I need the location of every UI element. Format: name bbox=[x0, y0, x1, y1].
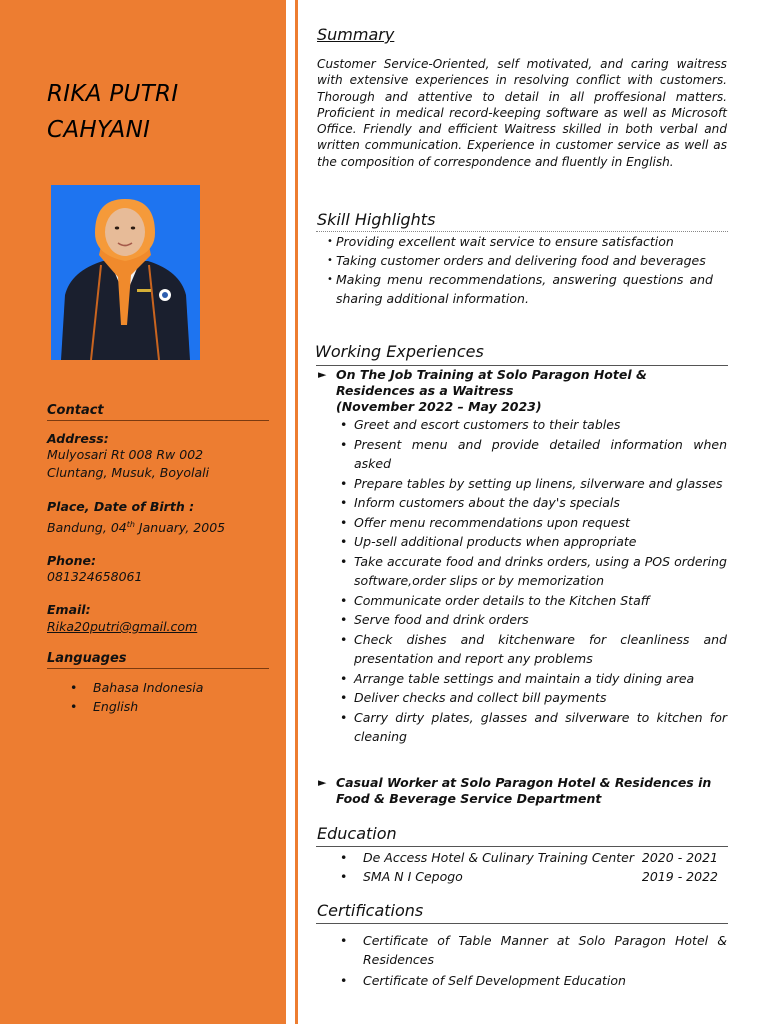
duty-item: • Serve food and drink orders bbox=[340, 610, 727, 630]
address-label: Address: bbox=[47, 431, 109, 446]
birth-value bbox=[47, 516, 269, 537]
job-entry-1 bbox=[318, 367, 728, 415]
education-years: 2019 - 2022 bbox=[641, 869, 718, 884]
education-rule bbox=[316, 846, 728, 847]
experience-rule bbox=[316, 365, 728, 366]
name-line-1: RIKA PUTRI bbox=[47, 81, 179, 107]
duty-item: • Take accurate food and drinks orders, using a POS ordering software,order slips or by memorization bbox=[340, 552, 727, 591]
birth-value-sup: th bbox=[126, 520, 135, 529]
education-item bbox=[340, 848, 718, 867]
phone-label: Phone: bbox=[47, 553, 97, 568]
job-1-duties bbox=[340, 415, 727, 747]
language-item: • Bahasa Indonesia bbox=[70, 678, 203, 697]
job-1-period: (November 2022 – May 2023) bbox=[336, 399, 542, 414]
job-1-title: On The Job Training at Solo Paragon Hotel & Residences as a Waitress bbox=[336, 367, 647, 398]
education-heading: Education bbox=[317, 824, 397, 843]
language-item: • English bbox=[70, 697, 203, 716]
job-entry-2 bbox=[318, 775, 728, 807]
certification-item: • Certificate of Table Manner at Solo Paragon Hotel & Residences bbox=[340, 932, 727, 969]
duty-item: • Prepare tables by setting up linens, silverware and glasses bbox=[340, 474, 727, 494]
summary-heading: Summary bbox=[317, 25, 395, 44]
education-school: • SMA N I Cepogo bbox=[363, 869, 463, 884]
duty-item: • Carry dirty plates, glasses and silverware to kitchen for cleaning bbox=[340, 708, 727, 747]
duty-item: • Check dishes and kitchenware for cleanliness and presentation and report any problems bbox=[340, 630, 727, 669]
duty-item: • Greet and escort customers to their tables bbox=[340, 415, 727, 435]
experience-heading: Working Experiences bbox=[315, 342, 484, 361]
duty-item: • Up-sell additional products when appropriate bbox=[340, 532, 727, 552]
email-link[interactable]: Rika20putri@gmail.com bbox=[47, 619, 198, 634]
education-list bbox=[340, 848, 718, 886]
skill-item: • Providing excellent wait service to ensure satisfaction bbox=[327, 232, 713, 251]
education-years: 2020 - 2021 bbox=[641, 850, 718, 865]
duty-item: • Offer menu recommendations upon request bbox=[340, 513, 727, 533]
certification-item: • Certificate of Self Development Education bbox=[340, 972, 727, 991]
languages-list bbox=[70, 678, 203, 716]
skills-list bbox=[327, 232, 713, 308]
duty-item: • Present menu and provide detailed information when asked bbox=[340, 435, 727, 474]
duty-item: • Deliver checks and collect bill payments bbox=[340, 688, 727, 708]
address-line-2: Cluntang, Musuk, Boyolali bbox=[47, 465, 210, 480]
job-2-title: Casual Worker at Solo Paragon Hotel & Residences in Food & Beverage Service Department bbox=[336, 775, 712, 806]
duty-item: • Communicate order details to the Kitchen Staff bbox=[340, 591, 727, 611]
skill-item: • Taking customer orders and delivering food and beverages bbox=[327, 251, 713, 270]
birth-value-post: January, 2005 bbox=[134, 520, 226, 536]
portrait-image bbox=[51, 185, 200, 360]
profile-photo bbox=[51, 185, 200, 360]
divider-gap bbox=[286, 0, 295, 1024]
email-label: Email: bbox=[47, 602, 91, 617]
summary-text: Customer Service-Oriented, self motivated, and caring waitress with extensive experiences in resolving conflict with customers. Thorough and attentive to detail in all proffesional matters. Proficient in medical record-keeping software as well as Microsoft Office. Friendly and efficient Waitress skilled in both verbal and written communication. Experience in customer service as well as the composition of correspondence and fluently in English. bbox=[317, 57, 727, 169]
birth-label: Place, Date of Birth : bbox=[47, 499, 195, 514]
certifications-heading: Certifications bbox=[317, 901, 424, 920]
candidate-name bbox=[47, 76, 277, 148]
phone-value: 081324658061 bbox=[47, 569, 143, 584]
skill-item: • Making menu recommendations, answering questions and sharing additional information. bbox=[327, 270, 713, 308]
skills-heading: Skill Highlights bbox=[317, 210, 436, 229]
certifications-list bbox=[340, 932, 727, 994]
education-item bbox=[340, 867, 718, 886]
birth-value-pre: Bandung, 04 bbox=[47, 520, 127, 536]
duty-item: • Arrange table settings and maintain a tidy dining area bbox=[340, 669, 727, 689]
languages-heading: Languages bbox=[47, 651, 269, 669]
divider-stripe bbox=[295, 0, 298, 1024]
duty-item: • Inform customers about the day's specials bbox=[340, 493, 727, 513]
certifications-rule bbox=[316, 923, 728, 924]
education-school: • De Access Hotel & Culinary Training Center bbox=[363, 850, 635, 865]
name-line-2: CAHYANI bbox=[47, 117, 151, 143]
contact-heading: Contact bbox=[47, 403, 269, 421]
address-line-1: Mulyosari Rt 008 Rw 002 bbox=[47, 447, 204, 462]
